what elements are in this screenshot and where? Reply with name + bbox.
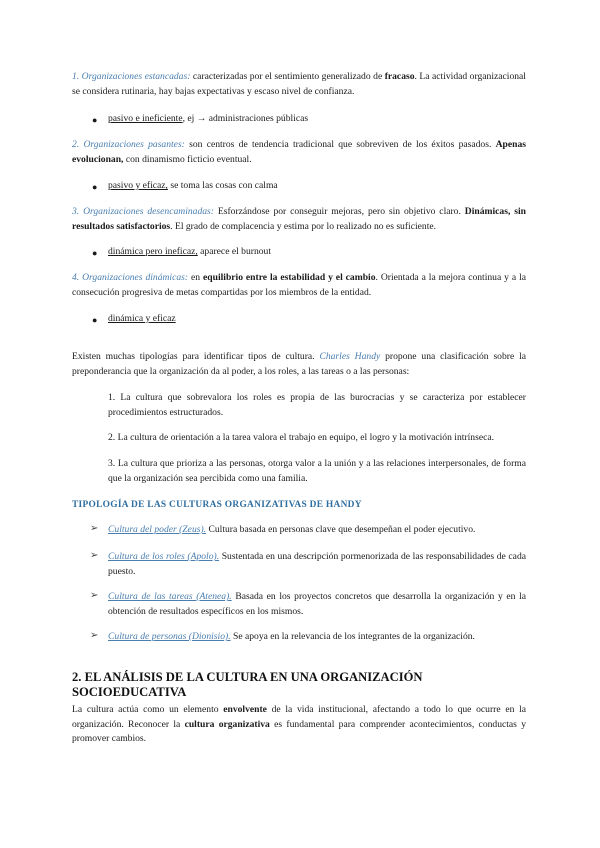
org-text: son centros de tendencia tradicional que sobreviven de los éxitos pasados. bbox=[184, 139, 496, 150]
bullet-text: aparece el burnout bbox=[197, 246, 272, 257]
typology-item-2 bbox=[108, 550, 526, 579]
bullet-dot: ● bbox=[92, 315, 98, 325]
arrow-bullet-icon: ➢ bbox=[90, 523, 99, 534]
org-bullet-1 bbox=[108, 112, 308, 126]
typology-item-1 bbox=[108, 523, 526, 538]
handy-intro bbox=[72, 350, 526, 379]
bullet-dot: ● bbox=[92, 182, 98, 192]
org-bold: Dinámicas, sin resultados satisfactorios bbox=[72, 206, 526, 232]
bullet-underlined: dinámica y eficaz bbox=[108, 313, 176, 324]
author-name: Charles Handy bbox=[319, 351, 381, 362]
typology-link[interactable]: Cultura del poder (Zeus). bbox=[108, 524, 207, 535]
org-paragraph-2 bbox=[72, 138, 526, 167]
org-bullet-4 bbox=[108, 312, 176, 326]
typology-item-3 bbox=[108, 590, 526, 619]
org-text: con dinamismo ficticio eventual. bbox=[123, 153, 252, 165]
typology-heading: TIPOLOGÍA DE LAS CULTURAS ORGANIZATIVAS DE HANDY bbox=[72, 500, 362, 510]
numbered-item-3: 3. La cultura que prioriza a las personas, otorga valor a la unión y a las relaciones interpersonales, de forma que la organización sea percibida como una familia. bbox=[108, 458, 526, 484]
bullet-text: , ej → administraciones públicas bbox=[182, 113, 309, 124]
org-text: en bbox=[188, 272, 204, 283]
bullet-underlined: pasivo e ineficiente bbox=[108, 113, 183, 124]
typology-text: Basada en los proyectos concretos que desarrolla la organización y en la obtención de resultados específicos en los mismos. bbox=[108, 591, 526, 617]
org-text: Esforzándose por conseguir mejoras, pero sin objetivo claro. bbox=[213, 206, 465, 217]
org-paragraph-3 bbox=[72, 205, 526, 234]
org-text: caracterizadas por el sentimiento generalizado de bbox=[190, 71, 385, 82]
org-text: . Orientada a la mejora continua y a la consecución progresiva de metas compartidas por los miembros de la entidad. bbox=[72, 272, 526, 298]
closing-paragraph bbox=[72, 703, 526, 747]
org-bold: fracaso bbox=[384, 71, 415, 82]
typology-text: Cultura basada en personas clave que desempeñan el poder ejecutivo. bbox=[206, 524, 476, 535]
closing-bold: cultura organizativa bbox=[184, 718, 270, 730]
typology-link[interactable]: Cultura de las tareas (Atenea). bbox=[108, 591, 232, 602]
bullet-underlined: pasivo y eficaz, bbox=[108, 180, 168, 191]
org-text: . La actividad organizacional se considera rutinaria, hay bajas expectativas y escaso nivel de confianza. bbox=[72, 71, 526, 97]
section-heading: 2. EL ANÁLISIS DE LA CULTURA EN UNA ORGANIZACIÓN SOCIOEDUCATIVA bbox=[72, 670, 423, 699]
numbered-item-2: 2. La cultura de orientación a la tarea valora el trabajo en equipo, el logro y la motivación intrínseca. bbox=[108, 432, 494, 443]
typology-text: Sustentada en una descripción pormenorizada de las responsabilidades de cada puesto. bbox=[108, 551, 526, 577]
org-paragraph-1 bbox=[72, 70, 526, 99]
typology-link[interactable]: Cultura de personas (Dionisio). bbox=[108, 631, 231, 642]
bullet-text: se toma las cosas con calma bbox=[167, 180, 278, 191]
numbered-item-1: 1. La cultura que sobrevalora los roles es propia de las burocracias y se caracteriza por establecer procedimientos estructurados. bbox=[108, 392, 526, 418]
org-title: 4. Organizaciones dinámicas: bbox=[72, 272, 189, 283]
org-text: . El grado de complacencia y estima por lo realizado no es suficiente. bbox=[170, 220, 437, 232]
intro-text: propone una clasificación sobre la preponderancia que la organización da al poder, a los roles, a las tareas o a las personas: bbox=[72, 351, 527, 377]
org-title: 3. Organizaciones desencaminadas: bbox=[72, 206, 214, 217]
intro-text: Existen muchas tipologías para identificar tipos de cultura. bbox=[72, 351, 320, 362]
closing-bold: envolvente bbox=[223, 704, 267, 715]
closing-text: es fundamental para comprender acontecimientos, conductas y promover cambios. bbox=[72, 718, 526, 745]
arrow-bullet-icon: ➢ bbox=[90, 590, 99, 601]
org-title: 1. Organizaciones estancadas: bbox=[72, 71, 191, 82]
closing-text: de la vida institucional, afectando a todo lo que ocurre en la organización. Reconocer la bbox=[72, 704, 526, 730]
org-bold: Apenas evolucionan, bbox=[72, 139, 527, 165]
org-bullet-3 bbox=[108, 245, 271, 259]
org-bullet-2 bbox=[108, 179, 278, 193]
typology-item-4 bbox=[108, 630, 526, 645]
org-title: 2. Organizaciones pasantes: bbox=[72, 139, 185, 150]
bullet-underlined: dinámica pero ineficaz, bbox=[108, 246, 198, 257]
typology-link[interactable]: Cultura de los roles (Apolo). bbox=[108, 551, 220, 562]
bullet-dot: ● bbox=[92, 115, 98, 125]
closing-text: La cultura actúa como un elemento bbox=[72, 704, 224, 715]
arrow-bullet-icon: ➢ bbox=[90, 550, 99, 561]
typology-text: Se apoya en la relevancia de los integrantes de la organización. bbox=[230, 631, 475, 642]
org-paragraph-4 bbox=[72, 271, 526, 300]
arrow-bullet-icon: ➢ bbox=[90, 630, 99, 641]
bullet-dot: ● bbox=[92, 248, 98, 258]
org-bold: equilibrio entre la estabilidad y el cambio bbox=[203, 272, 376, 283]
